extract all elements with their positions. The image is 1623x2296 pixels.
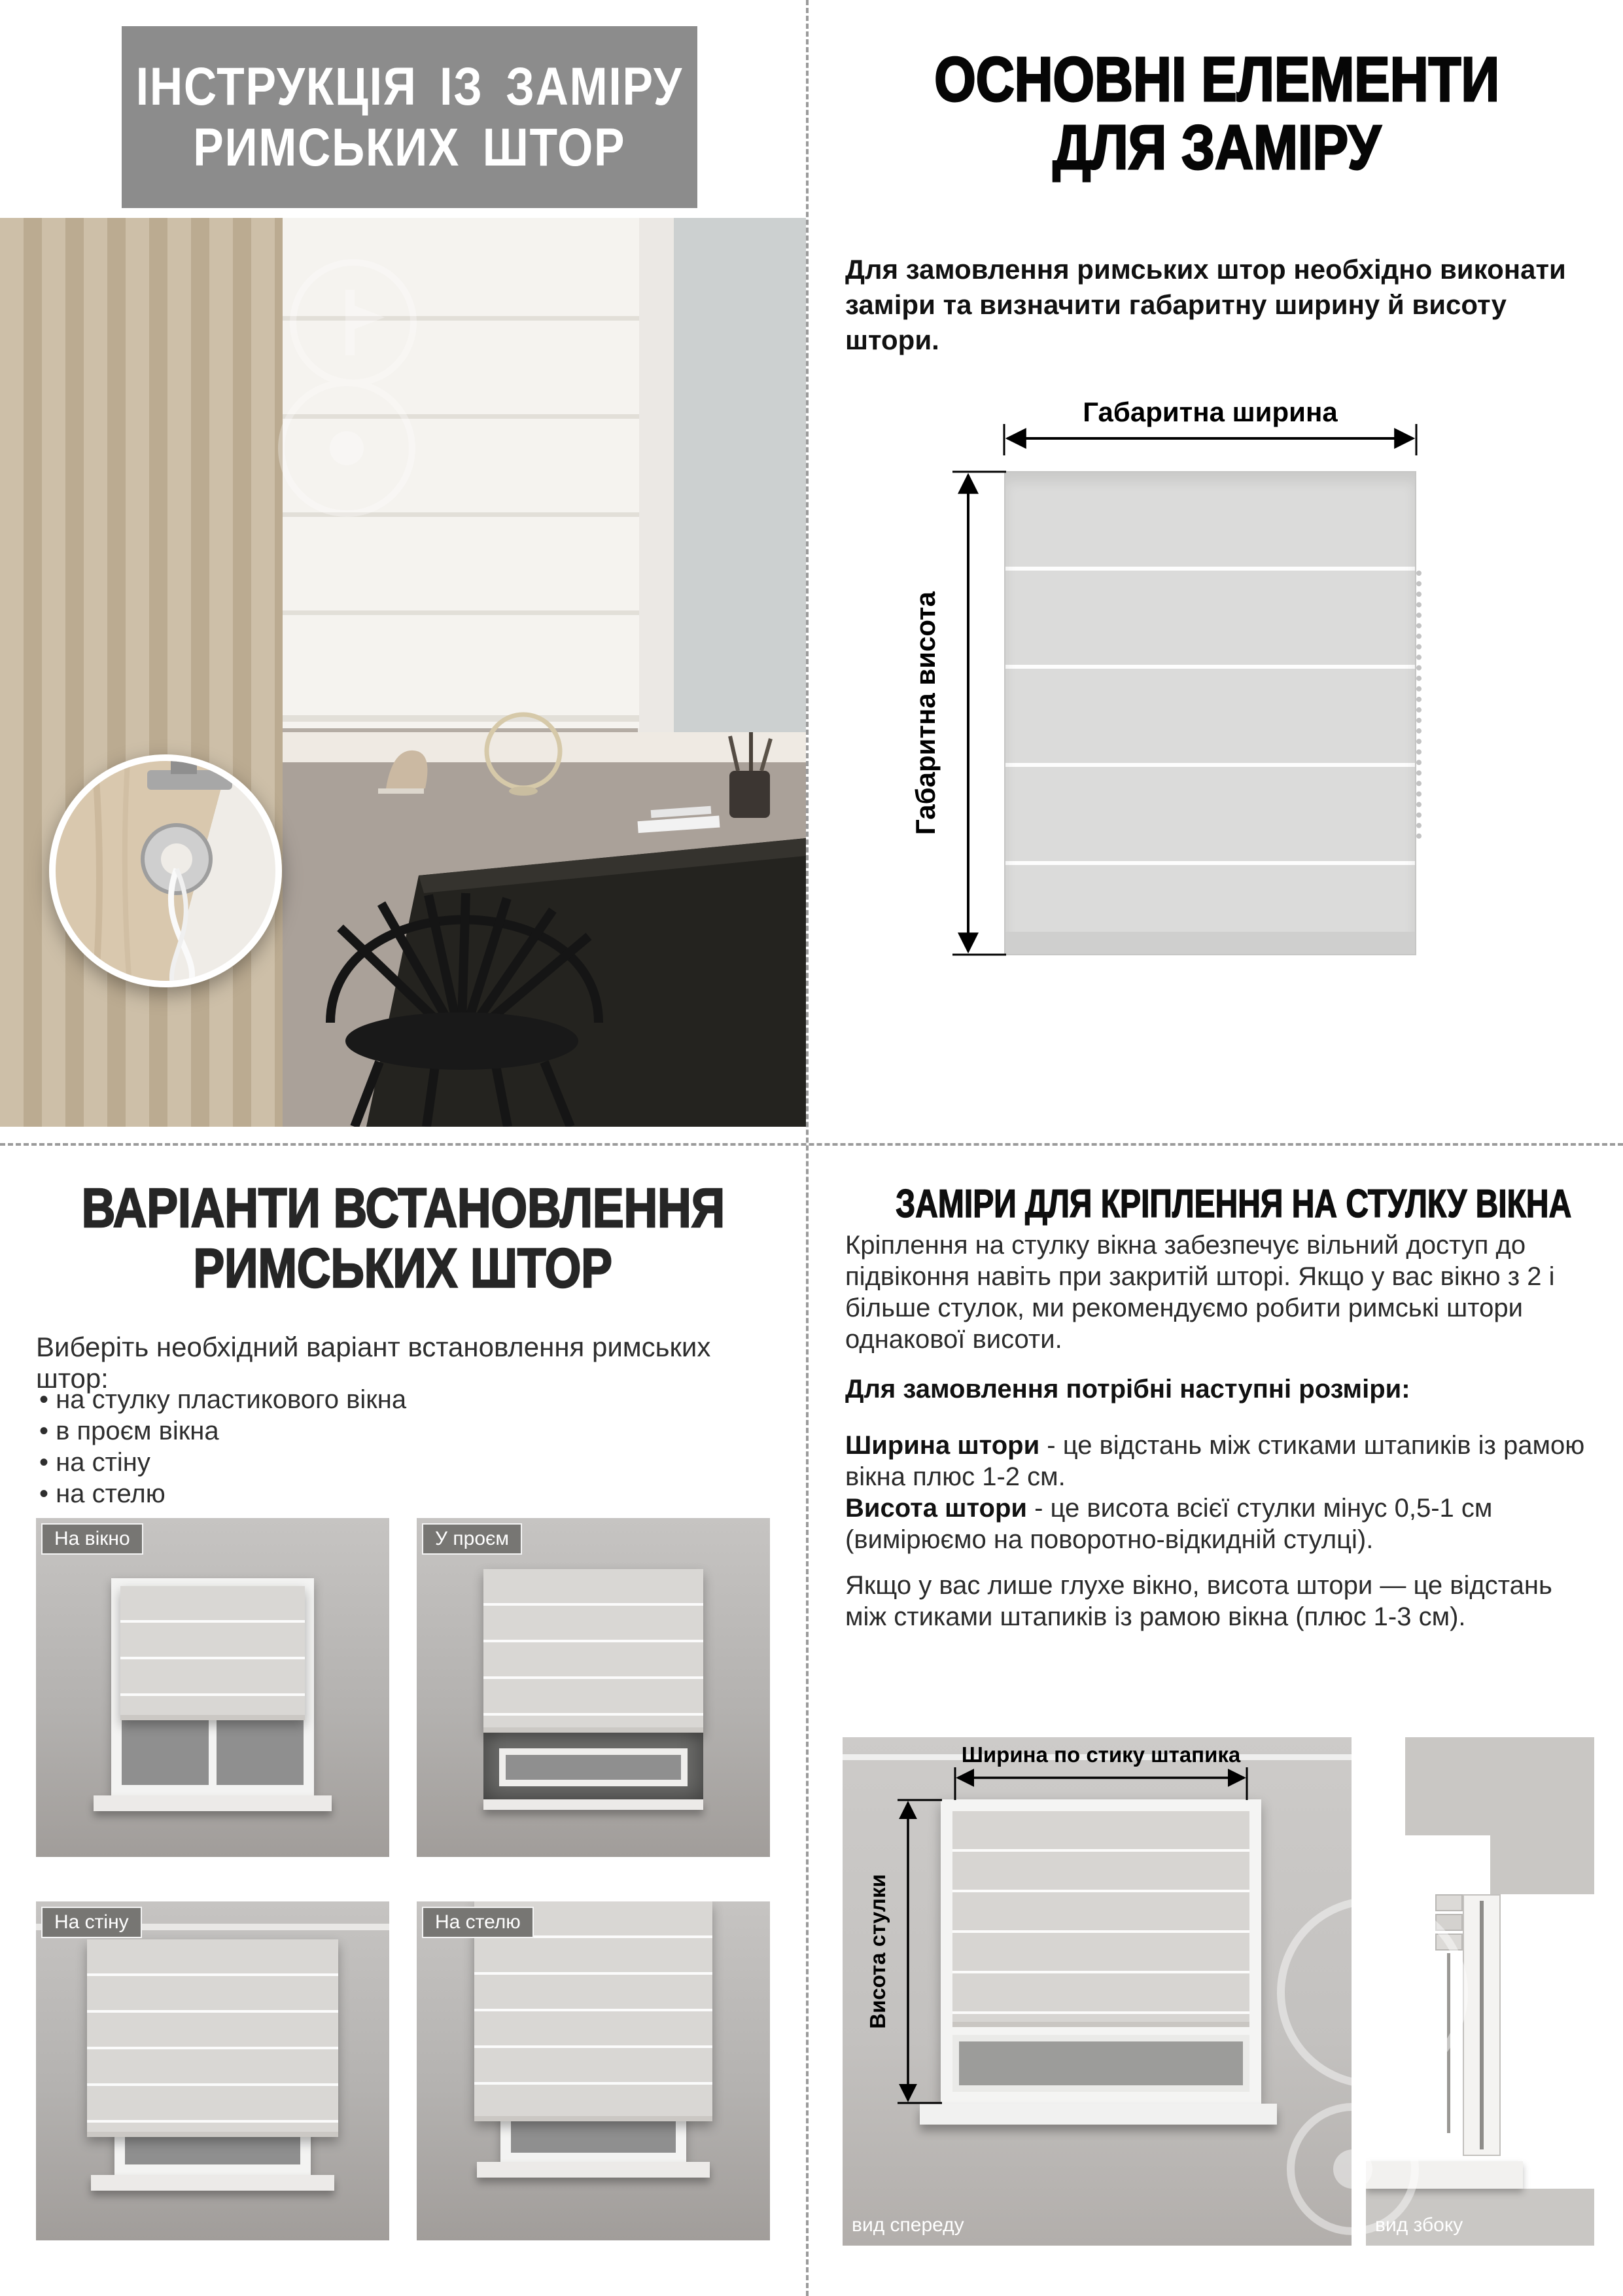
sizes-heading: Для замовлення потрібні наступні розміри: [845,1375,1410,1404]
section-install-variants [0,1143,806,2296]
width-term-paragraph [845,1430,1601,1492]
size-terms [845,1430,1601,1555]
install-option-sash: • на стулку пластикового вікна [39,1384,406,1415]
sash-width-label: Ширина по стику штапика [961,1742,1241,1767]
brand-watermark-icon [1235,1881,1510,2248]
wall-section-top [1405,1737,1594,1835]
measure-title-line1: ОСНОВНІ ЕЛЕМЕНТИ [934,44,1500,115]
install-option-opening: • в проєм вікна [39,1415,406,1447]
curtain-detail-inset [49,754,282,987]
sash-height-label: Висота стулки [865,1874,890,2029]
sash-measure-diagram [843,1737,1601,2246]
variant-photo-opening [417,1518,770,1857]
variant-photo-wall [36,1901,389,2240]
height-term-paragraph [845,1492,1601,1555]
variant-photo-ceiling [417,1901,770,2240]
window-lower-frame [499,1748,688,1786]
width-term: Ширина штори [845,1431,1040,1460]
variants-title [0,1178,806,1299]
variant-label-ceiling: На стелю [422,1907,534,1938]
overall-size-diagram [811,393,1623,1008]
sash-paragraph-3: Якщо у вас лише глухе вікно, висота штори — це відстань між стиками штапиків із рамою вікна (плюс 1-3 см). [845,1571,1552,1631]
variant-label-wall: На стіну [41,1907,142,1938]
sash-title [811,1181,1623,1226]
window-sill [483,1799,703,1810]
install-option-wall: • на стіну [39,1447,406,1478]
variants-title-line2: РИМСЬКИХ ШТОР [193,1237,613,1299]
install-option-ceiling: • на стелю [39,1478,406,1510]
variant-card-opening [417,1518,770,1857]
window-sill [94,1795,332,1811]
height-term: Висота штори [845,1494,1027,1523]
section-sash-measuring [811,1143,1623,2296]
section-title-photo [0,0,806,1143]
roman-blind [120,1586,305,1720]
overall-width-label: Габаритна ширина [1083,397,1338,427]
vertical-divider [806,0,809,2296]
variant-card-window [36,1518,389,1857]
sash-title-text: ЗАМІРИ ДЛЯ КРІПЛЕННЯ НА СТУЛКУ ВІКНА [896,1182,1572,1226]
height-definition: - це висота всієї стулки мінус 0,5-1 см (вимірюємо на поворотно-відкидній стулці). [845,1494,1493,1554]
install-options-list [39,1384,406,1510]
window-sill [477,2162,710,2178]
variants-title-line1: ВАРІАНТИ ВСТАНОВЛЕННЯ [81,1177,725,1239]
measure-intro-text: Для замовлення римських штор необхідно виконати заміри та визначити габаритну ширину й висоту штори. [845,254,1566,355]
roman-blind [87,1939,338,2137]
main-title-line2: РИМСЬКИХ ШТОР [193,118,626,177]
width-definition: - це відстань між стиками штапиків із рамою вікна плюс 1-2 см. [845,1431,1585,1491]
main-title-line1: ІНСТРУКЦІЯ ІЗ ЗАМІРУ [135,56,684,116]
overall-height-label: Габаритна висота [910,592,941,835]
measure-elements-title [811,46,1623,181]
section-measure-elements [811,0,1623,1143]
variant-card-wall [36,1901,389,2240]
front-view-caption: вид спереду [852,2214,964,2236]
roman-blind [483,1569,703,1733]
side-view-caption: вид збоку [1375,2214,1463,2236]
main-title-box [122,26,697,208]
measure-title-line2: ДЛЯ ЗАМІРУ [1053,112,1382,183]
sash-paragraph-1: Кріплення на стулку вікна забезпечує вільний доступ до підвіконня навіть при закритій шторі. Якщо у вас вікно з 2 і більше стулок, ми рекомендуємо робити римські штори однакової висоти. [845,1231,1555,1354]
variant-photo-window [36,1518,389,1857]
hero-photo [0,218,806,1127]
window-sill [91,2175,334,2191]
brand-watermark-icon [249,244,458,532]
variant-label-opening: У проєм [422,1523,522,1555]
variant-card-ceiling [417,1901,770,2240]
variants-subtitle: Виберіть необхідний варіант встановлення римських штор: [36,1332,711,1394]
variant-label-window: На вікно [41,1523,143,1555]
